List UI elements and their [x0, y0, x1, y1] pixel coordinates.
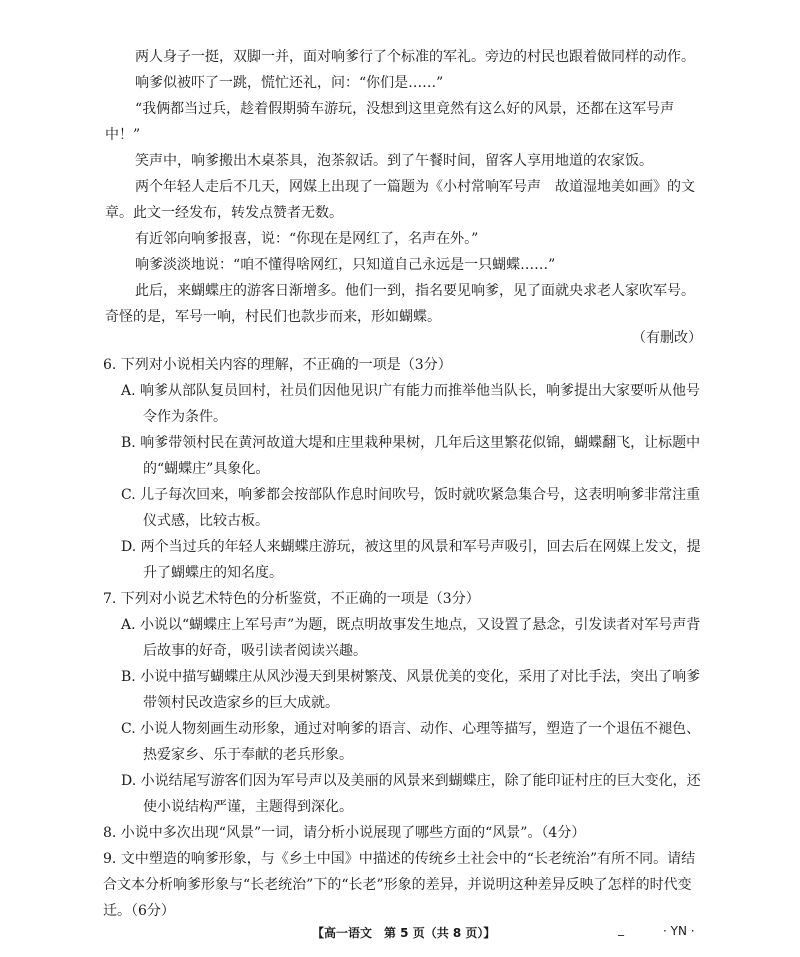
story-paragraph: 两个年轻人走后不几天，网媒上出现了一篇题为《小村常响军号声 故道湿地美如画》的文章。此文一经发布，转发点赞者无数。	[105, 179, 695, 221]
question-6-stem: 6. 下列对小说相关内容的理解，不正确的一项是（3分）	[103, 357, 452, 373]
question-9: 9. 文中塑造的响爹形象，与《乡土中国》中描述的传统乡土社会中的“长老统治”有所不同。请结合文本分析响爹形象与“长老统治”下的“长老”形象的差异，并说明这种差异反映了怎样的时代变迁。（6分）	[103, 851, 696, 919]
story-text	[105, 44, 705, 330]
question-6-option-d: D. 两个当过兵的年轻人来蝴蝶庄游玩，被这里的风景和军号声吸引，回去后在网媒上发文，提升了蝴蝶庄的知名度。	[121, 539, 701, 581]
question-7-stem: 7. 下列对小说艺术特色的分析鉴赏，不正确的一项是（3分）	[103, 591, 480, 607]
question-8: 8. 小说中多次出现“风景”一词，请分析小说展现了哪些方面的“风景”。（4分）	[103, 825, 586, 841]
question-6-option-a: A. 响爹从部队复员回村，社员们因他见识广有能力而推举他当队长，响爹提出大家要听从他号令作为条件。	[121, 383, 701, 425]
story-paragraph: 响爹淡淡地说：“咱不懂得啥网红，只知道自己永远是一只蝴蝶……”	[135, 257, 556, 273]
story-paragraph: 响爹似被吓了一跳，慌忙还礼，问：“你们是……”	[135, 75, 444, 91]
question-7-option-c: C. 小说人物刻画生动形象，通过对响爹的语言、动作、心理等描写，塑造了一个退伍不褪色、热爱家乡、乐于奉献的老兵形象。	[121, 721, 701, 763]
page-footer	[0, 924, 800, 946]
question-7-option-d: D. 小说结尾写游客们因为军号声以及美丽的风景来到蝴蝶庄，除了能印证村庄的巨大变化，还使小说结构严谨，主题得到深化。	[121, 773, 701, 815]
question-6-option-b: B. 响爹带领村民在黄河故道大堤和庄里栽种果树，几年后这里繁花似锦，蝴蝶翻飞，让标题中的“蝴蝶庄”具象化。	[121, 435, 701, 477]
question-7-option-b: B. 小说中描写蝴蝶庄从风沙漫天到果树繁茂、风景优美的变化，采用了对比手法，突出了响爹带领村民改造家乡的巨大成就。	[121, 669, 701, 711]
story-paragraph: 此后，来蝴蝶庄的游客日渐增多。他们一到，指名要见响爹，见了面就央求老人家吹军号。奇怪的是，军号一响，村民们也款步而来，形如蝴蝶。	[105, 283, 695, 325]
story-paragraph: 两人身子一挺，双脚一并，面对响爹行了个标准的军礼。旁边的村民也跟着做同样的动作。	[135, 49, 695, 65]
story-paragraph: 笑声中，响爹搬出木桌茶具，泡茶叙话。到了午餐时间，留客人享用地道的农家饭。	[135, 153, 653, 169]
question-7-option-a: A. 小说以“蝴蝶庄上军号声”为题，既点明故事发生地点，又设置了悬念，引发读者对军号声背后故事的好奇，吸引读者阅读兴趣。	[121, 617, 701, 659]
edited-note: （有删改）	[632, 330, 702, 346]
page-number-label: 【高一语文 第 5 页（共 8 页）】	[312, 926, 496, 940]
story-paragraph: “我俩都当过兵，趁着假期骑车游玩，没想到这里竟然有这么好的风景，还都在这军号声中！”	[105, 101, 675, 143]
questions-section	[103, 352, 703, 924]
footer-mark: _	[618, 922, 624, 936]
question-6-option-c: C. 儿子每次回来，响爹都会按部队作息时间吹号，饭时就吹紧急集合号，这表明响爹非常注重仪式感，比较古板。	[121, 487, 701, 529]
story-paragraph: 有近邻向响爹报喜，说：“你现在是网红了，名声在外。”	[135, 231, 479, 247]
exam-code: · YN ·	[663, 924, 695, 938]
